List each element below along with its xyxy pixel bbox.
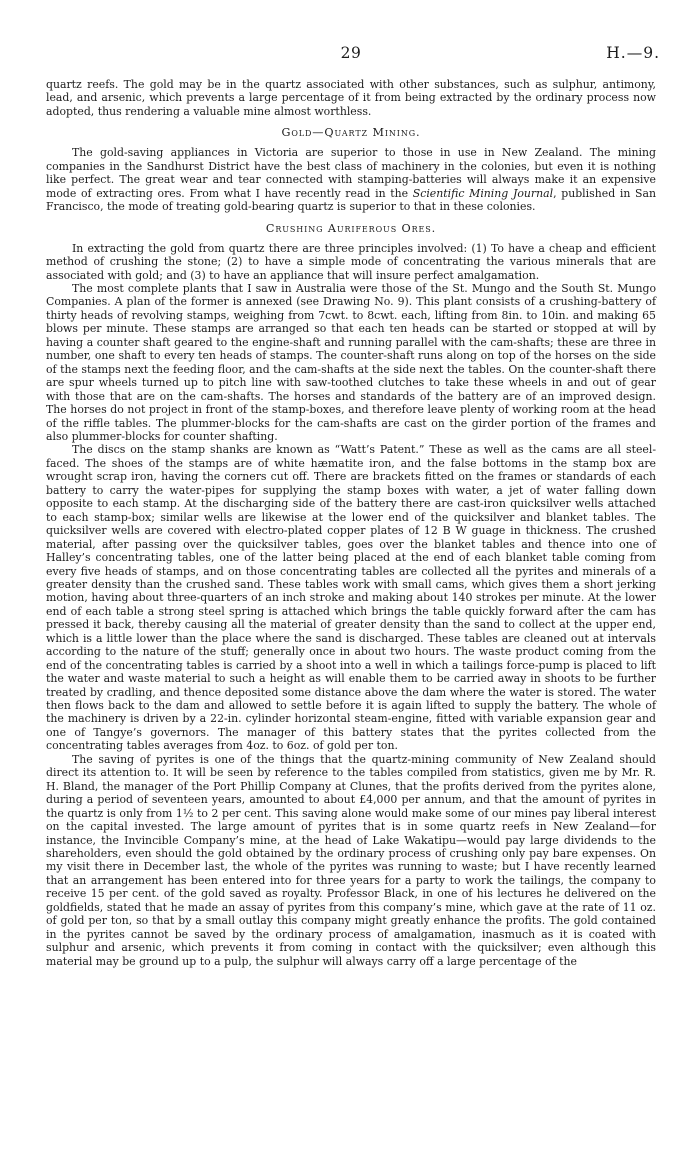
document-reference: H.—9. — [606, 44, 660, 62]
paragraph-gold-saving — [46, 146, 656, 213]
paragraph-st-mungo-plant: The most complete plants that I saw in Australia were those of the St. Mungo and the South St. Mungo Companies. A plan of the former is annexed (see Drawing No. 9). This plant consists of a crushing-battery of thirty heads of revolving stamps, weighing from 7cwt. to 8cwt. each, lifting from 8in. to 10in. and making 65 blows per minute. These stamps are arranged so that each ten heads can be started or stopped at will by having a counter shaft geared to the engine-shaft and running parallel with the cam-shafts; these are three in number, one shaft to every ten heads of stamps. The counter-shaft runs along on top of the horses on the side of the stamps next the feeding floor, and the cam-shafts at the side next the tables. On the counter-shaft there are spur wheels turned up to pitch line with saw-toothed clutches to take these wheels in and out of gear with those that are on the cam-shafts. The horses and standards of the battery are of an improved design. The horses do not project in front of the stamp-boxes, and therefore leave plenty of working room at the head of the riffle tables. The plummer-blocks for the cam-shafts are cast on the girder portion of the frames and also plummer-blocks for counter shafting. — [46, 281, 656, 443]
section-heading-gold-quartz-mining: Gold—Quartz Mining. — [281, 126, 421, 140]
paragraph-stamp-discs: The discs on the stamp shanks are known as “Watt’s Patent.” These as well as the cams are all steel-faced. The shoes of the stamps are of white hæmatite iron, and the false bottoms in the stamp box are wrought scrap iron, having the corners cut off. There are brackets fitted on the frames or standards of each battery to carry the water-pipes for supplying the stamp boxes with water, a jet of water falling down opposite to each stamp. At the discharging side of the battery there are cast-iron quicksilver wells attached to each stamp-box; similar wells are likewise at the lower end of the quicksilver and blanket tables. The quicksilver wells are covered with electro-plated copper plates of 12 B W guage in thickness. The crushed material, after passing over the quicksilver tables, goes over the blanket tables and thence into one of Halley’s concentrating tables, one of the latter being placed at the end of each blanket table coming from every five heads of stamps, and on those concentrating tables are collected all the pyrites and minerals of a greater density than the crushed sand. These tables work with small cams, which gives them a short jerking motion, having about three-quarters of an inch stroke and making about 140 strokes per minute. At the lower end of each table a strong steel spring is attached which brings the table quickly forward after the cam has pressed it back, thereby causing all the material of greater density than the sand to collect at the upper end, which is a little lower than the place where the sand is discharged. These tables are cleaned out at intervals according to the nature of the stuff; generally once in about two hours. The waste product coming from the end of the concentrating tables is carried by a shoot into a well in which a tailings force-pump is placed to lift the water and waste material to such a height as will enable them to be carried away in shoots to be further treated by cradling, and thence deposited some distance above the dam where the water is stored. The water then flows back to the dam and allowed to settle before it is again lifted to supply the battery. The whole of the machinery is driven by a 22-in. cylinder horizontal steam-engine, fitted with variable expansion gear and one of Tangye’s governors. The manager of this battery states that the pyrites collected from the concentrating tables averages from 4oz. to 6oz. of gold per ton. — [46, 443, 656, 753]
section-heading-crushing-auriferous-ores: Crushing Auriferous Ores. — [265, 221, 437, 235]
page-header — [46, 0, 660, 62]
paragraph-saving-pyrites: The saving of pyrites is one of the things that the quartz-mining community of New Zealand should direct its attention to. It will be seen by reference to the tables compiled from statistics, given me by Mr. R. H. Bland, the manager of the Port Phillip Company at Clunes, that the profits derived from the pyrites alone, during a period of seventeen years, amounted to about £4,000 per annum, and that the amount of pyrites in the quartz is only from 1½ to 2 per cent. This saving alone would make some of our mines pay liberal interest on the capital invested. The large amount of pyrites that is in some quartz reefs in New Zealand—for instance, the Invincible Company’s mine, at the head of Lake Wakatipu—would pay large dividends to the shareholders, even should the gold obtained by the ordinary process of crushing only pay bare expenses. On my visit there in December last, the whole of the pyrites was running to waste; but I have recently learned that an arrangement has been entered into for three years for a party to work the tailings, the company to receive 15 per cent. of the gold saved as royalty. Professor Black, in one of his lectures he delivered on the goldfields, stated that he made an assay of pyrites from this company’s mine, which gave at the rate of 11 oz. of gold per ton, so that by a small outlay this company might greatly enhance the profits. The gold contained in the pyrites cannot be saved by the ordinary process of amalgamation, inasmuch as it is coated with sulphur and arsenic, which prevents it from coming in contact with the quicksilver; even although this material may be ground up to a pulp, the sulphur will always carry off a large percentage of the — [46, 752, 656, 968]
page-number: 29 — [340, 44, 362, 62]
journal-title: Scientific Mining Journal — [412, 186, 554, 200]
intro-paragraph: quartz reefs. The gold may be in the quartz associated with other substances, such as sulphur, antimony, lead, and arsenic, which prevents a large percentage of it from being extracted by the ordinary process now adopted, thus rendering a valuable mine almost worthless. — [46, 78, 656, 118]
paragraph-text: , published in San Francisco, the mode of treating gold-bearing quartz is superior to that in these colonies. — [46, 186, 656, 214]
paragraph-three-principles: In extracting the gold from quartz there are three principles involved: (1) To have a cheap and efficient method of crushing the stone; (2) to have a simple mode of concentrating the various minerals that are associated with gold; and (3) to have an appliance that will insure perfect amalgamation. — [46, 241, 656, 282]
body-text — [46, 40, 656, 968]
paragraph-text: The gold-saving appliances in Victoria are superior to those in use in New Zealand. The mining companies in the Sandhurst District have the best class of machinery in the colonies, but even it is nothing like perfect. The great wear and tear connected with stamping-batteries will always make it an expensive mode of extracting ores. From what I have recently read in the — [46, 146, 656, 200]
